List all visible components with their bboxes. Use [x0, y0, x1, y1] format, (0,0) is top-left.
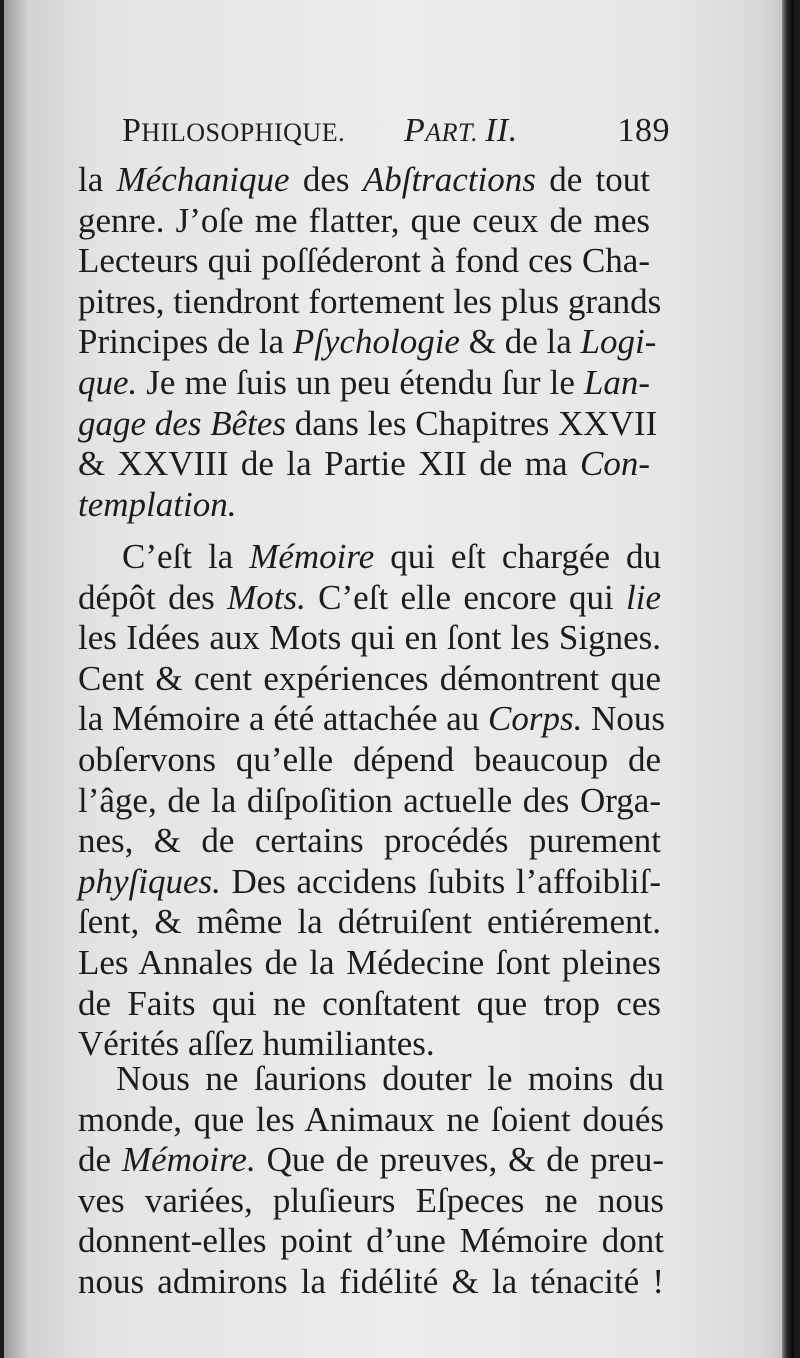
text-run: Des accidens ſubits l’affoibliſ-	[220, 861, 661, 901]
text-run: obſervons qu’elle dépend beaucoup de	[78, 740, 661, 779]
text-line	[78, 361, 650, 405]
text-line	[78, 697, 666, 741]
text-line	[78, 1260, 664, 1304]
text-line	[78, 442, 650, 486]
text-run: monde, que les Animaux ne ſoient doués	[78, 1099, 664, 1139]
text-run: Je me ſuis un peu étendu ſur le	[137, 363, 584, 402]
text-line	[78, 576, 661, 620]
text-line	[78, 941, 661, 985]
italic-word: templation.	[78, 484, 237, 524]
text-run: dépôt des	[78, 577, 228, 617]
text-line	[78, 280, 662, 324]
text-line	[78, 239, 650, 283]
italic-word: phyſiques.	[78, 861, 221, 901]
italic-word: Mémoire	[249, 537, 375, 576]
text-run: Nous	[582, 699, 666, 739]
page-edge-shadow	[782, 0, 794, 1358]
text-line	[78, 982, 661, 1026]
italic-word: Mots.	[227, 577, 306, 617]
text-line	[78, 1219, 664, 1263]
text-line	[78, 779, 661, 823]
text-run: donnent-elles point d’une Mémoire dont	[78, 1221, 664, 1261]
italic-word: que.	[78, 363, 138, 402]
text-run: pitres, tiendront fortement les plus grands	[78, 281, 662, 321]
text-run: de Faits qui ne conſtatent que trop ces	[78, 983, 661, 1023]
text-run: de tout	[535, 160, 651, 199]
italic-word: lie	[626, 577, 661, 617]
running-head-part	[404, 112, 518, 150]
running-head	[122, 112, 670, 162]
text-line	[78, 320, 657, 364]
italic-word: gage des Bêtes	[78, 403, 286, 443]
italic-word: Con-	[580, 444, 650, 484]
text-line	[122, 535, 661, 579]
text-line	[116, 1057, 664, 1101]
text-line	[78, 1098, 664, 1142]
text-run: Nous ne ſaurions douter le moins du	[116, 1059, 664, 1098]
text-line	[78, 483, 236, 527]
text-line	[78, 616, 661, 660]
text-run: les Idées aux Mots qui en ſont les Signes.	[78, 618, 661, 658]
text-run: dans les Chapitres XXVII	[285, 403, 658, 443]
text-run: Les Annales de la Médecine ſont pleines	[78, 943, 661, 982]
text-run: & de la	[459, 322, 581, 362]
italic-word: Mémoire.	[121, 1140, 256, 1180]
text-run: des	[289, 160, 363, 199]
page-number: 189	[617, 112, 670, 149]
text-run: nous admirons la fidélité & la ténacité !	[78, 1262, 664, 1301]
italic-word: Lan-	[583, 363, 650, 402]
italic-word: Logi-	[580, 322, 657, 362]
text-line	[78, 1138, 664, 1182]
text-run: C’eſt elle encore qui	[305, 577, 627, 617]
text-run: Principes de la	[78, 322, 293, 362]
text-run: nes, & de certains procédés purement	[78, 821, 661, 861]
text-run: l’âge, de la diſpoſition actuelle des Orga-	[78, 780, 661, 820]
italic-word: Méchanique	[116, 160, 290, 199]
part-number: II.	[485, 112, 518, 149]
text-line	[78, 199, 650, 243]
text-run: Lecteurs qui poſſéderont à fond ces Cha-	[78, 241, 650, 281]
text-run: Vérités aſſez humiliantes.	[78, 1024, 435, 1064]
text-run: C’eſt la	[122, 537, 250, 576]
title-initial: P	[122, 112, 142, 149]
text-line	[78, 657, 661, 701]
text-run: de	[78, 1140, 122, 1180]
text-run: ves variées, pluſieurs Eſpeces ne nous	[78, 1180, 664, 1220]
text-run: & XXVIII de la Partie XII de ma	[78, 444, 580, 484]
text-line	[78, 900, 661, 944]
italic-word: Pſychologie	[292, 322, 460, 362]
text-line	[78, 860, 661, 904]
running-head-title	[122, 112, 345, 150]
text-run: qui eſt chargée du	[374, 537, 661, 576]
text-line	[78, 158, 650, 202]
text-run: la	[78, 160, 117, 199]
italic-word: Abſtractions	[362, 160, 536, 199]
text-run: la Mémoire a été attachée au	[78, 699, 489, 739]
text-line	[78, 1179, 664, 1223]
text-run: Cent & cent expériences démontrent que	[78, 658, 661, 698]
text-run: genre. J’oſe me flatter, que ceux de mes	[78, 200, 650, 240]
part-initial: P	[404, 112, 426, 149]
text-line	[78, 819, 661, 863]
title-small-caps: HILOSOPHIQUE.	[141, 118, 346, 147]
part-small-caps: ART.	[425, 118, 486, 147]
text-run: Que de preuves, & de preu-	[255, 1140, 664, 1180]
text-line	[78, 738, 661, 782]
italic-word: Corps.	[488, 699, 583, 739]
text-run: ſent, & même la détruiſent entiérement.	[78, 902, 661, 942]
book-page	[4, 0, 794, 1358]
text-line	[78, 402, 658, 446]
